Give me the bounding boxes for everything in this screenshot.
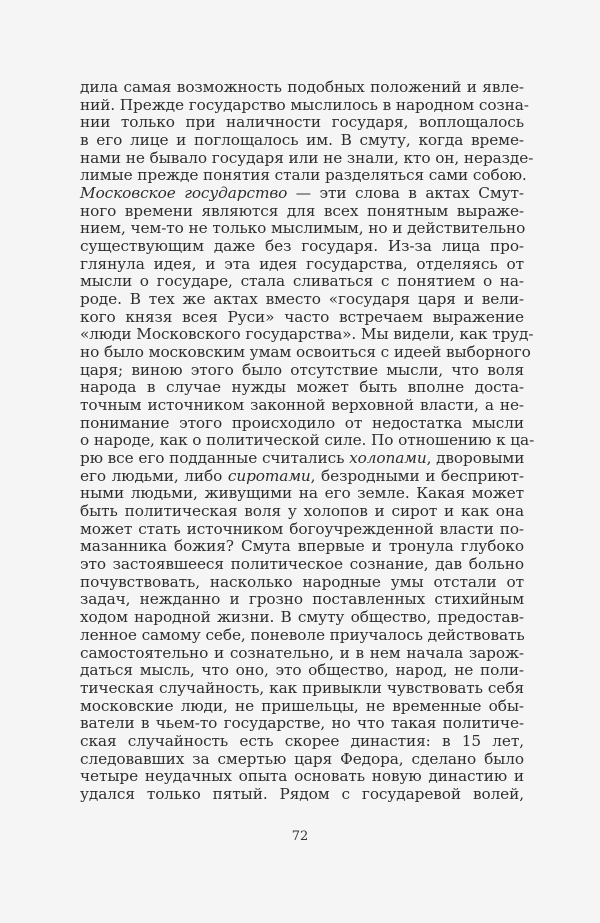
text-line <box>80 715 524 733</box>
text-line <box>80 538 524 556</box>
text-segment: нии только при наличности государя, воплощалось <box>80 113 524 132</box>
text-segment: четыре неудачных опыта основать новую династию и <box>80 767 524 786</box>
text-segment: нием, чем-то не только мыслимым, но и действительно <box>80 219 526 238</box>
text-line <box>80 79 524 97</box>
text-segment: существующим даже без государя. Из-за лица про- <box>80 237 524 256</box>
text-segment: лимые прежде понятия стали разделяться сами собою. <box>80 166 527 185</box>
text-segment: дила самая возможность подобных положений и явле- <box>80 78 524 96</box>
text-line <box>80 185 524 203</box>
text-segment: ская случайность есть скорее династия: в 15 лет, <box>80 731 524 750</box>
text-line <box>80 733 524 751</box>
text-segment: задач, нежданно и грозно поставленных стихийным <box>80 590 524 609</box>
text-segment: тическая случайность, как привыкли чувствовать себя <box>80 678 524 697</box>
text-segment: кого князя всея Руси» часто встречаем выражение <box>80 307 524 326</box>
text-line <box>80 132 524 150</box>
text-line <box>80 166 527 185</box>
text-line <box>80 751 524 769</box>
text-segment: ленное самому себе, поневоле приучалось действовать <box>80 625 525 644</box>
italic-text: Московское государство <box>80 184 288 203</box>
text-segment: роде. В тех же актах вместо «государя царя и вели- <box>80 290 524 309</box>
text-line <box>80 485 524 503</box>
text-line <box>80 645 524 663</box>
text-line <box>80 325 534 344</box>
text-line <box>80 468 524 486</box>
text-line <box>80 273 524 291</box>
text-line <box>80 256 524 274</box>
text-segment: нами не бывало государя или не знали, кто он, неразде- <box>80 148 534 167</box>
text-segment: , безродными и бесприют- <box>310 466 524 485</box>
text-line <box>80 291 524 309</box>
text-segment: это застоявшееся политическое сознание, дав больно <box>80 555 524 574</box>
text-line <box>80 220 524 238</box>
text-segment: ний. Прежде государство мыслилось в народном созна- <box>80 95 529 114</box>
text-segment: ватели в чьем-то государстве, но что такая политиче- <box>80 714 524 733</box>
text-line <box>80 203 524 221</box>
text-segment: глянула идея, и эта идея государства, отделяясь от <box>80 254 524 273</box>
page-number: 72 <box>291 829 309 844</box>
text-segment: , дворовыми <box>426 449 525 468</box>
text-line <box>80 662 524 680</box>
text-segment: быть политическая воля у холопов и сирот и как она <box>80 502 524 521</box>
text-segment: ного времени являются для всех понятным выраже- <box>80 201 524 220</box>
text-line <box>80 609 524 627</box>
text-segment: его людьми, либо <box>80 466 228 485</box>
text-line <box>80 362 524 380</box>
text-line <box>80 431 535 450</box>
text-segment: — эти слова в актах Смут- <box>287 184 524 203</box>
text-line <box>80 698 524 716</box>
text-segment: мысли о государе, стала сливаться с понятием о на- <box>80 272 524 291</box>
text-line <box>80 379 524 397</box>
text-segment: следовавших за смертью царя Федора, сделано было <box>80 749 524 768</box>
text-line <box>80 591 524 609</box>
text-line <box>80 680 524 698</box>
text-line <box>80 521 524 539</box>
text-segment: удался только пятый. Рядом с государевой волей, <box>80 784 524 803</box>
text-segment: ходом народной жизни. В смуту общество, предостав- <box>80 608 524 627</box>
text-line <box>80 397 524 415</box>
body-text <box>80 78 535 804</box>
text-line <box>80 309 524 327</box>
text-segment: почувствовать, насколько народные умы отстали от <box>80 572 524 591</box>
text-segment: даться мысль, что оно, это общество, народ, не поли- <box>80 661 524 680</box>
text-segment: царя; виною этого было отсутствие мысли, что воля <box>80 360 524 379</box>
text-line <box>80 786 524 804</box>
text-segment: в его лице и поглощалось им. В смуту, когда време- <box>80 131 524 150</box>
text-segment: но было московским умам освоиться с идеей выборного <box>80 343 531 362</box>
text-segment: мазанника божия? Смута впервые и тронула глубоко <box>80 537 524 556</box>
text-line <box>80 450 524 468</box>
text-line <box>80 238 524 256</box>
text-segment: «люди Московского государства». Мы видели, как труд- <box>80 325 534 344</box>
text-line <box>80 503 524 521</box>
text-line <box>80 556 524 574</box>
text-segment: самостоятельно и сознательно, и в нем начала зарож- <box>80 643 524 662</box>
text-line <box>80 627 524 645</box>
text-line <box>80 95 529 115</box>
text-line <box>80 148 534 168</box>
text-segment: народа в случае нужды может быть вполне доста- <box>80 378 524 397</box>
text-segment: точным источником законной верховной власти, а не- <box>80 396 524 415</box>
text-segment: рю все его подданные считались <box>80 449 350 468</box>
text-line <box>80 114 524 132</box>
text-line <box>80 574 524 592</box>
text-segment: может стать источником богоучрежденной власти по- <box>80 519 524 538</box>
text-line <box>80 415 524 433</box>
italic-text: холопами <box>349 449 427 468</box>
italic-text: сиротами <box>227 466 311 485</box>
text-segment: ными людьми, живущими на его земле. Какая может <box>80 484 524 503</box>
text-line <box>80 768 524 786</box>
text-segment: понимание этого происходило от недостатка мысли <box>80 413 524 432</box>
text-line <box>80 343 531 362</box>
text-segment: о народе, как о политической силе. По отношению к ца- <box>80 431 535 450</box>
text-segment: московские люди, не пришельцы, не временные обы- <box>80 696 524 715</box>
